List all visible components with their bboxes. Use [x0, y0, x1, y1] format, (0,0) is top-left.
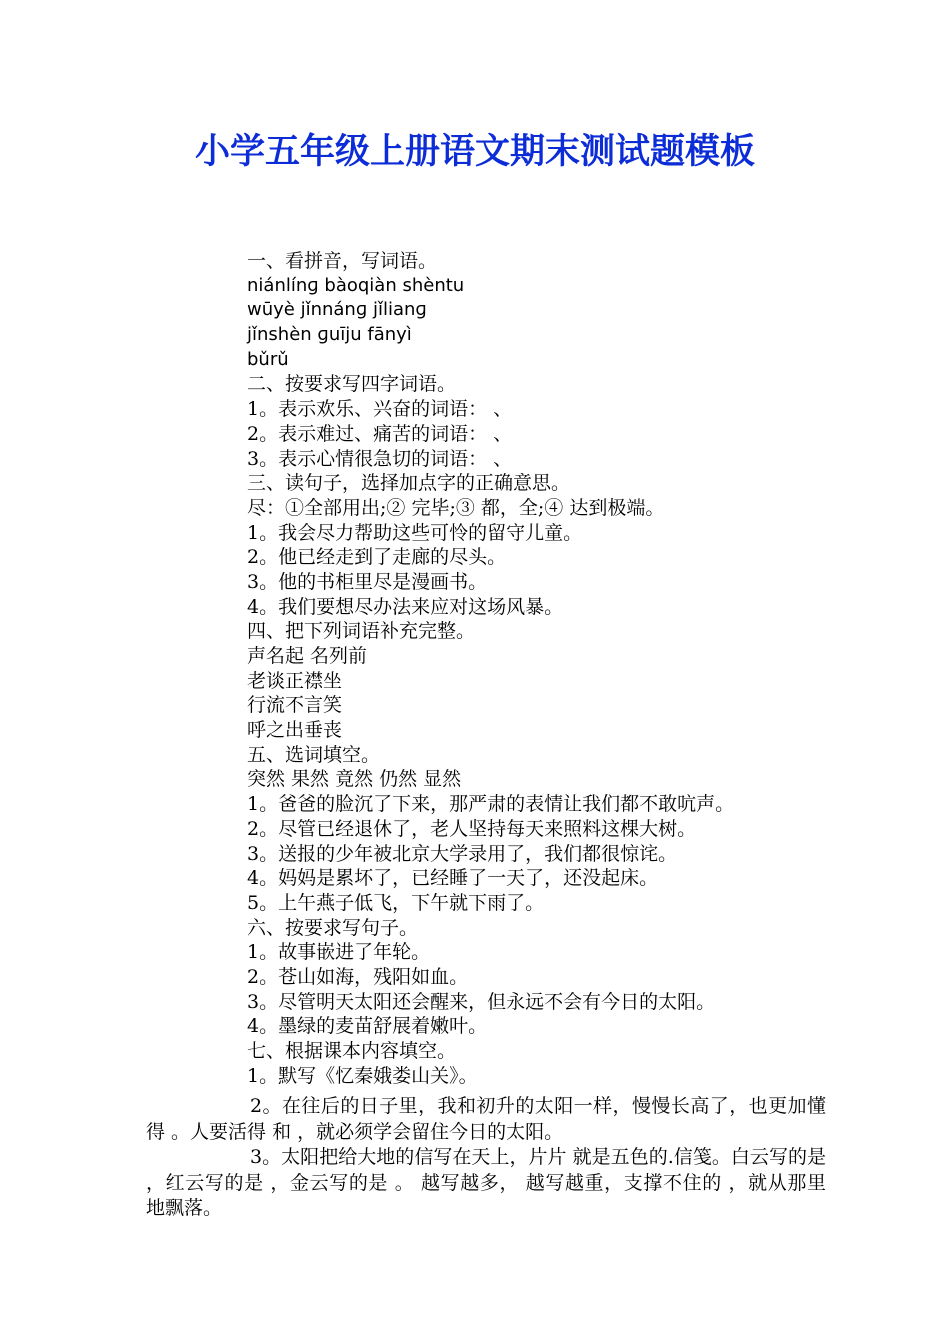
pinyin-line: jǐnshèn ɡuīju fānyì: [247, 324, 412, 346]
section-heading-4: 四、把下列词语补充完整。: [247, 620, 476, 643]
pinyin-line: bǔrǔ: [247, 348, 289, 370]
fill-in-paragraph-2: 2。在往后的日子里，我和初升的太阳一样，慢慢长高了，也更加懂得 。人要活得 和 ，就必须学会留住今日的太阳。: [146, 1095, 826, 1143]
exercise-item: 5。上午燕子低飞，下午就下雨了。: [247, 891, 545, 914]
exercise-item: 2。他已经走到了走廊的尽头。: [247, 546, 507, 569]
exercise-item: 1。爸爸的脸沉了下来，那严肃的表情让我们都不敢吭声。: [247, 793, 735, 816]
exercise-item: 行流不言笑: [247, 694, 343, 717]
exercise-item: 呼之出垂丧: [247, 719, 343, 742]
pinyin-line: niánlínɡ bàoqiàn shèntu: [247, 274, 465, 296]
word-bank: 突然 果然 竟然 仍然 显然: [247, 768, 462, 791]
section-heading-3: 三、读句子，选择加点字的正确意思。: [247, 472, 571, 495]
section-heading-2: 二、按要求写四字词语。: [247, 373, 457, 396]
exercise-list: [247, 249, 827, 1088]
section-heading-7: 七、根据课本内容填空。: [247, 1040, 457, 1062]
fill-in-paragraph-3: 3。太阳把给大地的信写在天上，片片 就是五色的.信笺。白云写的是 ，红云写的是 ，金云写的是 。 越写越多， 越写越重，支撑不住的 ，就从那里 地飘落。: [146, 1146, 826, 1219]
exercise-item: 3。送报的少年被北京大学录用了，我们都很惊诧。: [247, 842, 678, 865]
exercise-item: 4。我们要想尽办法来应对这场风暴。: [247, 595, 564, 618]
section-heading-1: 一、看拼音，写词语。: [247, 250, 438, 272]
exercise-item: 老谈正襟坐: [247, 669, 343, 692]
exercise-item: 1。默写《忆秦娥娄山关》。: [247, 1064, 478, 1087]
exercise-item: 2。表示难过、痛苦的词语： 、: [247, 422, 513, 445]
exercise-item: 1。表示欢乐、兴奋的词语： 、: [247, 398, 513, 421]
exercise-item: 4。妈妈是累坏了，已经睡了一天了，还没起床。: [247, 867, 659, 890]
exercise-item: 3。表示心情很急切的词语： 、: [247, 447, 513, 470]
definition-line: 尽：①全部用出;② 完毕;③ 都，全;④ 达到极端。: [247, 496, 665, 519]
exercise-item: 3。尽管明天太阳还会醒来，但永远不会有今日的太阳。: [247, 990, 716, 1013]
exercise-item: 1。我会尽力帮助这些可怜的留守儿童。: [247, 521, 583, 544]
section-heading-5: 五、选词填空。: [247, 743, 381, 766]
exercise-item: 1。故事嵌进了年轮。: [247, 941, 431, 964]
exercise-item: 2。尽管已经退休了，老人坚持每天来照料这棵大树。: [247, 817, 697, 840]
exercise-item: 声名起 名列前: [247, 645, 368, 667]
exercise-item: 2。苍山如海，残阳如血。: [247, 965, 469, 988]
section-heading-6: 六、按要求写句子。: [247, 916, 419, 939]
pinyin-line: wūyè jǐnnánɡ jǐlianɡ: [247, 299, 427, 321]
exercise-item: 3。他的书柜里尽是漫画书。: [247, 570, 488, 593]
exercise-item: 4。墨绿的麦苗舒展着嫩叶。: [247, 1015, 488, 1038]
page-title: 小学五年级上册语文期末测试题模板: [194, 132, 755, 172]
